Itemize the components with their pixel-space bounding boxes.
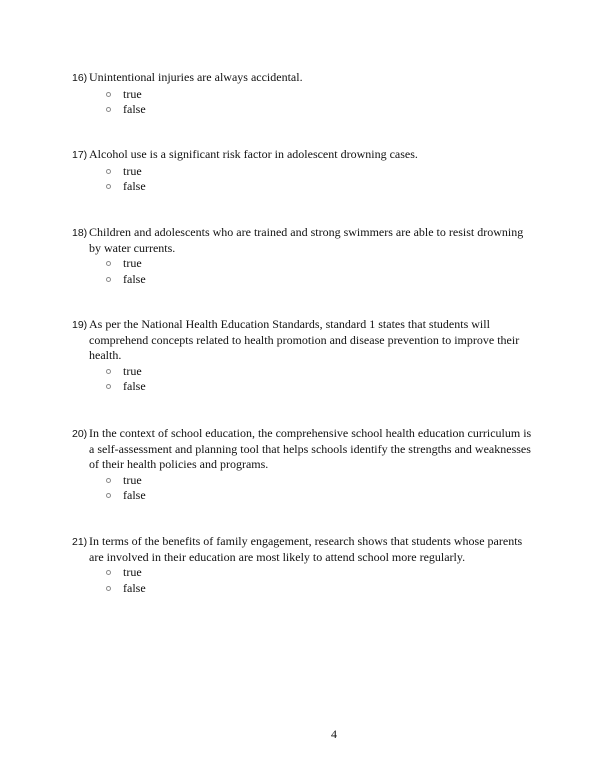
radio-icon[interactable]	[106, 277, 111, 282]
radio-icon[interactable]	[106, 384, 111, 389]
radio-icon[interactable]	[106, 169, 111, 174]
answer-options	[72, 87, 537, 118]
radio-icon[interactable]	[106, 493, 111, 498]
radio-icon[interactable]	[106, 107, 111, 112]
radio-icon[interactable]	[106, 92, 111, 97]
option-label: true	[123, 86, 142, 101]
option-label: false	[123, 179, 146, 193]
answer-options	[72, 364, 537, 395]
question-18	[72, 225, 537, 287]
option-label: false	[123, 271, 146, 286]
option-label: false	[123, 102, 146, 116]
option-true[interactable]	[106, 256, 537, 272]
question-17	[72, 147, 537, 195]
option-true[interactable]	[106, 565, 537, 581]
option-false[interactable]	[106, 581, 537, 597]
question-number: 19)	[72, 319, 88, 331]
question-number: 20)	[72, 428, 88, 440]
answer-options	[72, 473, 537, 504]
question-20	[72, 426, 537, 504]
question-number: 16)	[72, 72, 88, 84]
option-false[interactable]	[106, 179, 537, 195]
radio-icon[interactable]	[106, 478, 111, 483]
question-text: As per the National Health Education Standards, standard 1 states that students will comprehend concepts related to health promotion and disease prevention to improve their health.	[89, 317, 520, 362]
option-label: false	[123, 580, 146, 595]
question-number: 18)	[72, 227, 88, 239]
question-text: Alcohol use is a significant risk factor in adolescent drowning cases.	[89, 147, 418, 161]
option-false[interactable]	[106, 488, 537, 504]
option-label: true	[123, 472, 142, 487]
option-false[interactable]	[106, 102, 537, 118]
question-number: 17)	[72, 149, 88, 161]
option-label: true	[123, 163, 142, 178]
radio-icon[interactable]	[106, 261, 111, 266]
option-label: true	[123, 565, 142, 579]
option-label: true	[123, 363, 142, 378]
radio-icon[interactable]	[106, 586, 111, 591]
page-number: 4	[331, 727, 337, 741]
answer-options	[72, 256, 537, 287]
question-text: Children and adolescents who are trained and strong swimmers are able to resist drowning by water currents.	[89, 225, 524, 255]
answer-options	[72, 565, 537, 596]
option-true[interactable]	[106, 87, 537, 103]
option-label: true	[123, 256, 142, 270]
question-21	[72, 534, 537, 596]
question-16	[72, 70, 537, 118]
option-false[interactable]	[106, 272, 537, 288]
question-text: In the context of school education, the comprehensive school health education curriculum is a self-assessment and planning tool that helps schools identify the strengths and weaknesses of their health policies and programs.	[89, 426, 532, 471]
option-true[interactable]	[106, 164, 537, 180]
radio-icon[interactable]	[106, 184, 111, 189]
option-false[interactable]	[106, 379, 537, 395]
radio-icon[interactable]	[106, 369, 111, 374]
question-number: 21)	[72, 536, 88, 548]
option-label: false	[123, 379, 146, 393]
question-19	[72, 317, 537, 395]
option-true[interactable]	[106, 473, 537, 489]
question-text: In terms of the benefits of family engagement, research shows that students whose parents are involved in their education are most likely to attend school more regularly.	[89, 534, 523, 564]
option-true[interactable]	[106, 364, 537, 380]
radio-icon[interactable]	[106, 570, 111, 575]
answer-options	[72, 164, 537, 195]
question-text: Unintentional injuries are always accidental.	[89, 70, 303, 84]
option-label: false	[123, 488, 146, 502]
